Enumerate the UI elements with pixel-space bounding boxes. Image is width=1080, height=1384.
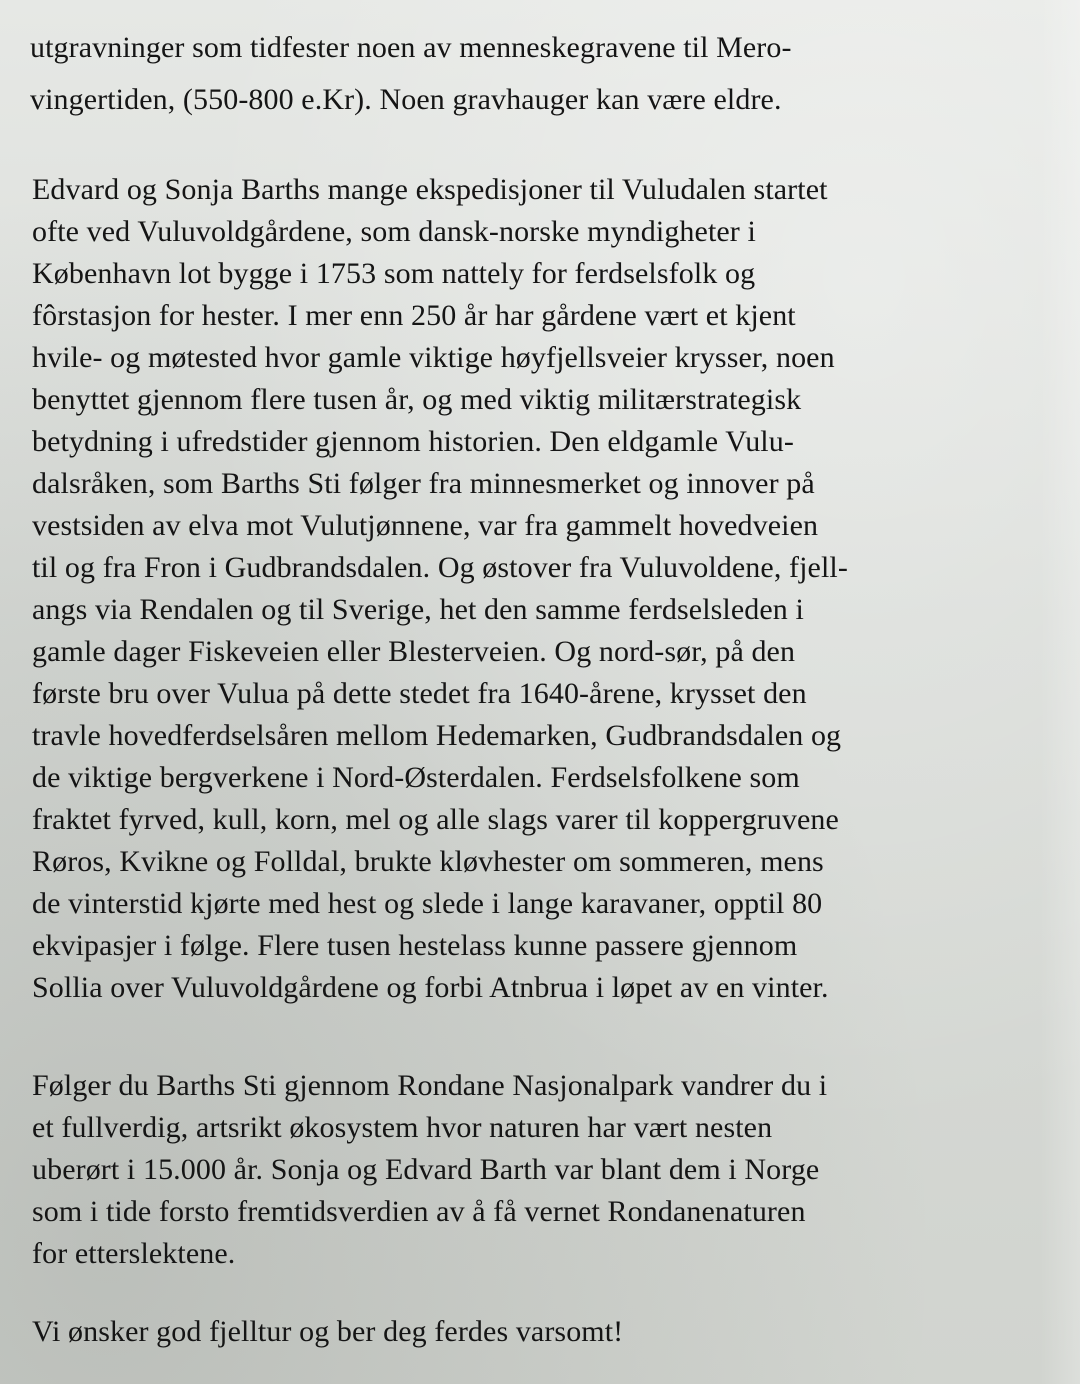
- text-line: Sollia over Vuluvoldgårdene og forbi Atnbrua i løpet av en vinter.: [32, 971, 829, 1004]
- text-line: betydning i ufredstider gjennom historien. Den eldgamle Vulu-: [32, 425, 794, 458]
- text-line: vestsiden av elva mot Vulutjønnene, var fra gammelt hovedveien: [32, 509, 819, 542]
- text-line: som i tide forsto fremtidsverdien av å få vernet Rondanenaturen: [32, 1195, 806, 1228]
- text-line: vingertiden, (550-800 e.Kr). Noen gravhauger kan være eldre.: [30, 83, 782, 116]
- text-line: travle hovedferdselsåren mellom Hedemarken, Gudbrandsdalen og: [32, 719, 842, 752]
- text-line: utgravninger som tidfester noen av menneskegravene til Mero-: [30, 31, 792, 64]
- text-line: et fullverdig, artsrikt økosystem hvor naturen har vært nesten: [32, 1111, 773, 1144]
- closing-greeting: Vi ønsker god fjelltur og ber deg ferdes varsomt!: [32, 1315, 624, 1348]
- text-line: Røros, Kvikne og Folldal, brukte kløvhester om sommeren, mens: [32, 845, 824, 878]
- text-line: benyttet gjennom flere tusen år, og med viktig militærstrategisk: [32, 383, 802, 416]
- text-line: for etterslektene.: [32, 1237, 236, 1270]
- text-line: de vinterstid kjørte med hest og slede i lange karavaner, opptil 80: [32, 887, 823, 920]
- text-line: fôrstasjon for hester. I mer enn 250 år har gårdene vært et kjent: [32, 299, 796, 332]
- text-line: Edvard og Sonja Barths mange ekspedisjoner til Vuludalen startet: [32, 173, 828, 206]
- text-line: angs via Rendalen og til Sverige, het den samme ferdselsleden i: [32, 593, 804, 626]
- text-line: ofte ved Vuluvoldgårdene, som dansk-norske myndigheter i: [32, 215, 756, 248]
- text-line: Følger du Barths Sti gjennom Rondane Nasjonalpark vandrer du i: [32, 1069, 828, 1102]
- text-line: de viktige bergverkene i Nord-Østerdalen. Ferdselsfolkene som: [32, 761, 800, 794]
- light-glare: [1040, 0, 1080, 1384]
- text-line: til og fra Fron i Gudbrandsdalen. Og østover fra Vuluvoldene, fjell-: [32, 551, 848, 584]
- text-line: fraktet fyrved, kull, korn, mel og alle slags varer til koppergruvene: [32, 803, 839, 836]
- text-line: uberørt i 15.000 år. Sonja og Edvard Barth var blant dem i Norge: [32, 1153, 820, 1186]
- text-line: første bru over Vulua på dette stedet fra 1640-årene, krysset den: [32, 677, 807, 710]
- text-line: dalsråken, som Barths Sti følger fra minnesmerket og innover på: [32, 467, 815, 500]
- text-line: København lot bygge i 1753 som nattely for ferdselsfolk og: [32, 257, 756, 290]
- text-line: ekvipasjer i følge. Flere tusen hestelass kunne passere gjennom: [32, 929, 798, 962]
- text-line: hvile- og møtested hvor gamle viktige høyfjellsveier krysser, noen: [32, 341, 835, 374]
- text-line: gamle dager Fiskeveien eller Blesterveien. Og nord-sør, på den: [32, 635, 796, 668]
